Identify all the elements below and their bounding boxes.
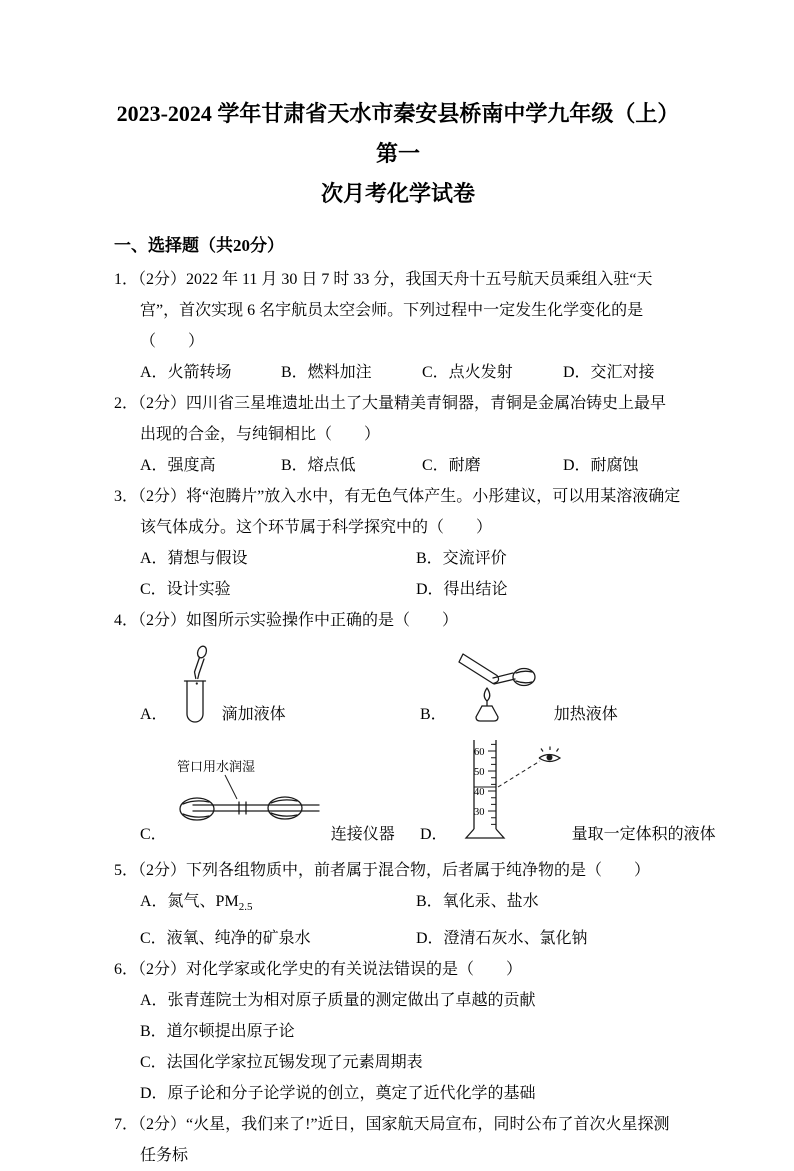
option-c: C．耐磨: [422, 457, 481, 474]
tick-label-60: 60: [473, 747, 485, 758]
option-b: B．氧化汞、盐水: [416, 893, 539, 910]
question-6: [114, 954, 682, 1109]
major-ticks: [488, 751, 496, 811]
question-stem: [114, 1109, 682, 1171]
section-heading: 一、选择题（共20分）: [114, 236, 284, 255]
option-d: D．原子论和分子论学说的创立，奠定了近代化学的基础: [140, 1085, 536, 1103]
question-number: 1．: [114, 271, 139, 288]
heating-test-tube-figure: [453, 642, 548, 727]
question-stem: [114, 605, 682, 636]
question-5-options: [140, 886, 682, 954]
option-c-figure-cell: [140, 737, 420, 847]
dropper-bulb-icon: [196, 645, 208, 659]
question-4: [114, 605, 716, 847]
question-stem: [114, 481, 682, 543]
option-d: D．得出结论: [416, 581, 508, 598]
option-c: C．法国化学家拉瓦锡发现了元素周期表: [140, 1054, 423, 1072]
option-b: B．道尔顿提出原子论: [140, 1023, 295, 1041]
option-a-letter: A．: [140, 706, 168, 723]
tick-label-50: 50: [473, 767, 485, 778]
question-1: [114, 264, 682, 388]
option-b-figure-cell: [420, 642, 716, 727]
dropper-test-tube-figure: [174, 643, 216, 727]
option-c-label: 连接仪器: [330, 826, 395, 843]
question-stem: [114, 264, 682, 357]
question-2-options: [140, 450, 682, 481]
test-tube-icon: [459, 654, 499, 684]
question-3-options: [140, 543, 682, 605]
question-text: （2分）“火星，我们来了!”近日，国家航天局宣布，同时公布了首次火星探测任务标: [138, 1116, 670, 1165]
page-title-line1: 2023-2024 学年甘肃省天水市秦安县桥南中学九年级（上）第一: [116, 101, 680, 166]
test-tube-icon: [187, 681, 203, 722]
question-number: 4．: [114, 612, 139, 629]
question-text: （2分）下列各组物质中，前者属于混合物，后者属于纯净物的是（ ）: [138, 862, 651, 879]
option-b: B．交流评价: [416, 550, 507, 567]
alcohol-lamp-icon: [476, 706, 498, 721]
question-number: 5．: [114, 862, 139, 879]
option-d-label: 量取一定体积的液体: [571, 826, 716, 843]
option-d: D．澄清石灰水、氯化钠: [416, 930, 588, 948]
option-c: C．设计实验: [140, 581, 231, 598]
tick-label-30: 30: [473, 807, 485, 818]
question-stem: [114, 388, 682, 450]
option-b: B．燃料加注: [281, 364, 372, 381]
question-number: 3．: [114, 488, 139, 505]
question-7: [114, 1109, 682, 1171]
eye-icon: [539, 747, 560, 762]
question-text: （2分）四川省三星堆遗址出土了大量精美青铜器，青铜是金属冶铸史上最早出现的合金，与纯铜相比（ ）: [138, 395, 667, 443]
sight-line: [498, 761, 540, 787]
option-d: D．耐腐蚀: [563, 457, 639, 474]
question-stem: [114, 855, 682, 886]
option-subscript: 2.5: [238, 901, 253, 914]
option-d: D．交汇对接: [563, 364, 655, 381]
option-c: C．点火发射: [422, 364, 513, 381]
callout-pointer-line: [225, 775, 237, 799]
stopper-joint-icon: [239, 802, 246, 814]
question-number: 6．: [114, 961, 139, 979]
option-a: A．火箭转场: [140, 364, 232, 381]
question-stem: [114, 954, 682, 985]
option-b: B．熔点低: [281, 457, 356, 474]
question-1-options: [140, 357, 682, 388]
question-text: （2分）对化学家或化学史的有关说法错误的是（ ）: [138, 961, 523, 979]
tick-label-40: 40: [473, 787, 485, 798]
cylinder-base-icon: [466, 829, 504, 838]
lamp-wick-icon: [482, 701, 492, 706]
page-title-line2: 次月考化学试卷: [320, 181, 475, 206]
minor-ticks: [491, 744, 496, 824]
question-number: 2．: [114, 395, 139, 412]
question-4-figures: [140, 642, 716, 847]
question-text: （2分）将“泡腾片”放入水中，有无色气体产生。小彤建议，可以用某溶液确定该气体成分。这个环节属于科学探究中的（ ）: [138, 488, 681, 536]
question-6-options: [140, 985, 682, 1109]
option-d-letter: D．: [420, 826, 448, 843]
figure-callout-label: 管口用水润湿: [176, 759, 255, 774]
option-text: A．氮气、PM: [140, 893, 239, 910]
option-a: A．张青莲院士为相对原子质量的测定做出了卓越的贡献: [140, 992, 536, 1010]
option-b-letter: B．: [420, 706, 447, 723]
connecting-apparatus-figure: [173, 757, 325, 847]
question-text: （2分）如图所示实验操作中正确的是（ ）: [138, 612, 459, 629]
option-a-figure-cell: [140, 642, 420, 727]
liquid-drop-icon: [195, 682, 197, 684]
question-text: （2分）2022 年 11 月 30 日 7 时 33 分，我国天舟十五号航天员乘组入驻“天宫”，首次实现 6 名宇航员太空会师。下列过程中一定发生化学变化的是（ ）: [138, 271, 653, 350]
question-2: [114, 388, 682, 481]
option-a: A．强度高: [140, 457, 216, 474]
page-title: [114, 94, 682, 214]
option-d-figure-cell: [420, 737, 716, 847]
question-number: 7．: [114, 1116, 139, 1134]
option-b-label: 加热液体: [553, 706, 618, 723]
glass-tube-icon: [193, 805, 319, 811]
option-a: A．猜想与假设: [140, 550, 248, 567]
option-a-label: 滴加液体: [221, 706, 286, 723]
flame-icon: [484, 688, 490, 701]
graduated-cylinder-figure: [454, 737, 566, 847]
question-5: [114, 855, 682, 954]
question-3: [114, 481, 682, 605]
option-c: C．液氧、纯净的矿泉水: [140, 930, 311, 948]
option-a: [140, 886, 416, 923]
option-c-letter: C．: [140, 826, 167, 843]
